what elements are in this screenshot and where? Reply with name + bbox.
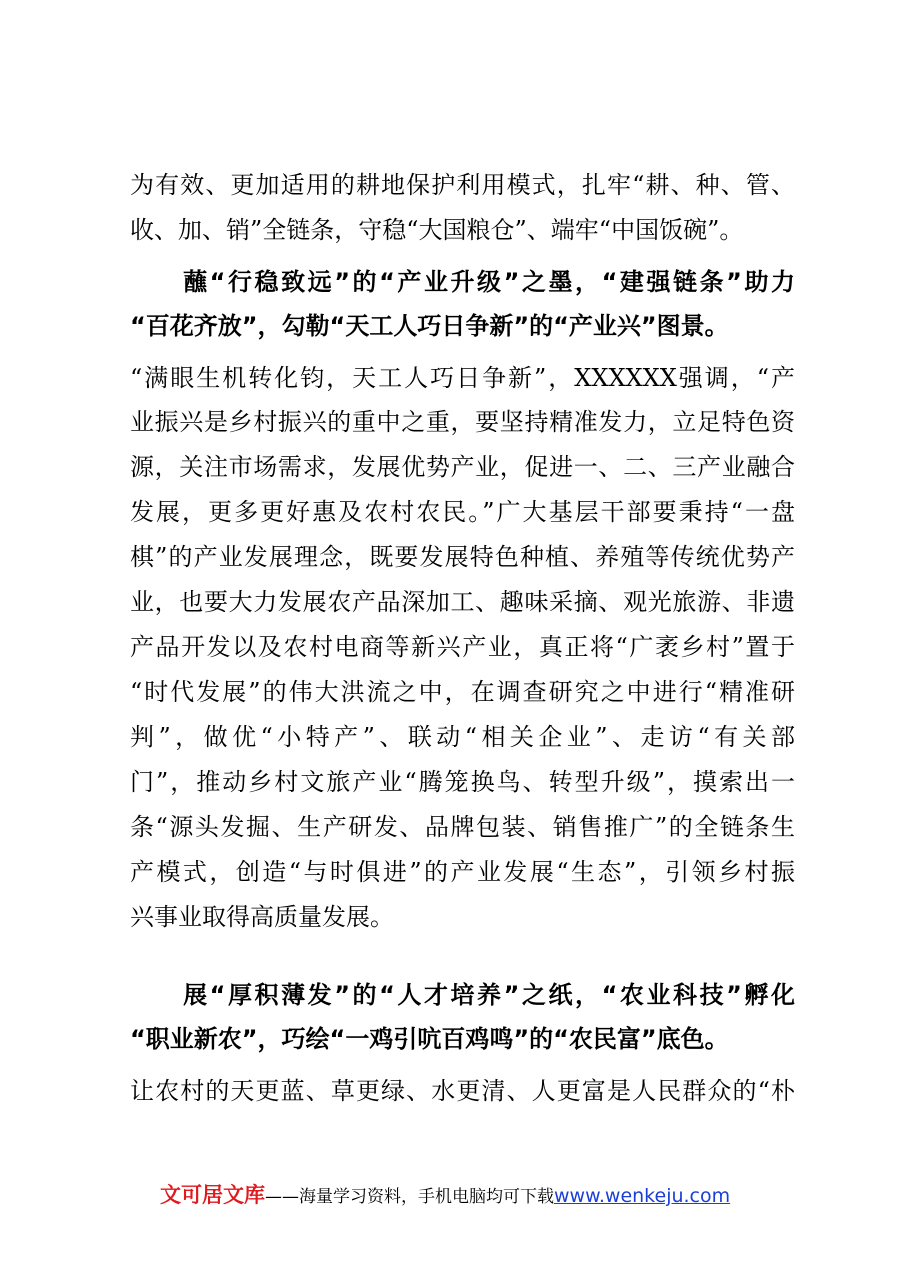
text-line: 产品开发以及农村电商等新兴产业，真正将“广袤乡村”置于: [130, 633, 795, 661]
text-line: 为有效、更加适用的耕地保护利用模式，扎牢“耕、种、管、: [130, 171, 795, 199]
footer-slogan: ——海量学习资料，手机电脑均可下载: [265, 1187, 554, 1207]
text-line: 棋”的产业发展理念，既要发展特色种植、养殖等传统优势产: [130, 543, 795, 571]
text-line: 判”，做优“小特产”、联动“相关企业”、走访“有关部: [130, 723, 795, 751]
text-line: “职业新农”，巧绘“一鸡引吭百鸡鸣”的“农民富”底色。: [130, 1025, 729, 1053]
text-line: “百花齐放”，勾勒“天工人巧日争新”的“产业兴”图景。: [130, 312, 729, 340]
text-line: 兴事业取得高质量发展。: [130, 903, 394, 931]
text-line: 收、加、销”全链条，守稳“大国粮仓”、端牢“中国饭碗”。: [130, 216, 744, 244]
text-line: 门”，推动乡村文旅产业“腾笼换鸟、转型升级”，摸索出一: [130, 768, 795, 796]
text-line: 源，关注市场需求，发展优势产业，促进一、二、三产业融合: [130, 453, 795, 481]
text-line: 条“源头发掘、生产研发、品牌包装、销售推广”的全链条生: [130, 813, 795, 841]
text-line: 业，也要大力发展农产品深加工、趣味采摘、观光旅游、非遗: [130, 588, 795, 616]
footer-banner: [160, 1180, 730, 1210]
text-line: 产模式，创造“与时俱进”的产业发展“生态”，引领乡村振: [130, 858, 795, 886]
text-line: 展“厚积薄发”的“人才培养”之纸，“农业科技”孵化: [130, 981, 795, 1009]
text-line: 发展，更多更好惠及农村农民。”广大基层干部要秉持“一盘: [130, 498, 795, 526]
text-line: “时代发展”的伟大洪流之中，在调查研究之中进行“精准研: [130, 678, 795, 706]
text-line: 蘸“行稳致远”的“产业升级”之墨，“建强链条”助力: [130, 268, 795, 296]
footer-brand: 文可居文库: [160, 1183, 265, 1207]
text-line: 业振兴是乡村振兴的重中之重，要坚持精准发力，立足特色资: [130, 408, 795, 436]
text-line: 让农村的天更蓝、草更绿、水更清、人更富是人民群众的“朴: [130, 1077, 795, 1105]
text-line: “满眼生机转化钧，天工人巧日争新”，XXXXXX强调，“产: [130, 364, 795, 392]
footer-url-link[interactable]: www.wenkeju.com: [554, 1185, 731, 1207]
